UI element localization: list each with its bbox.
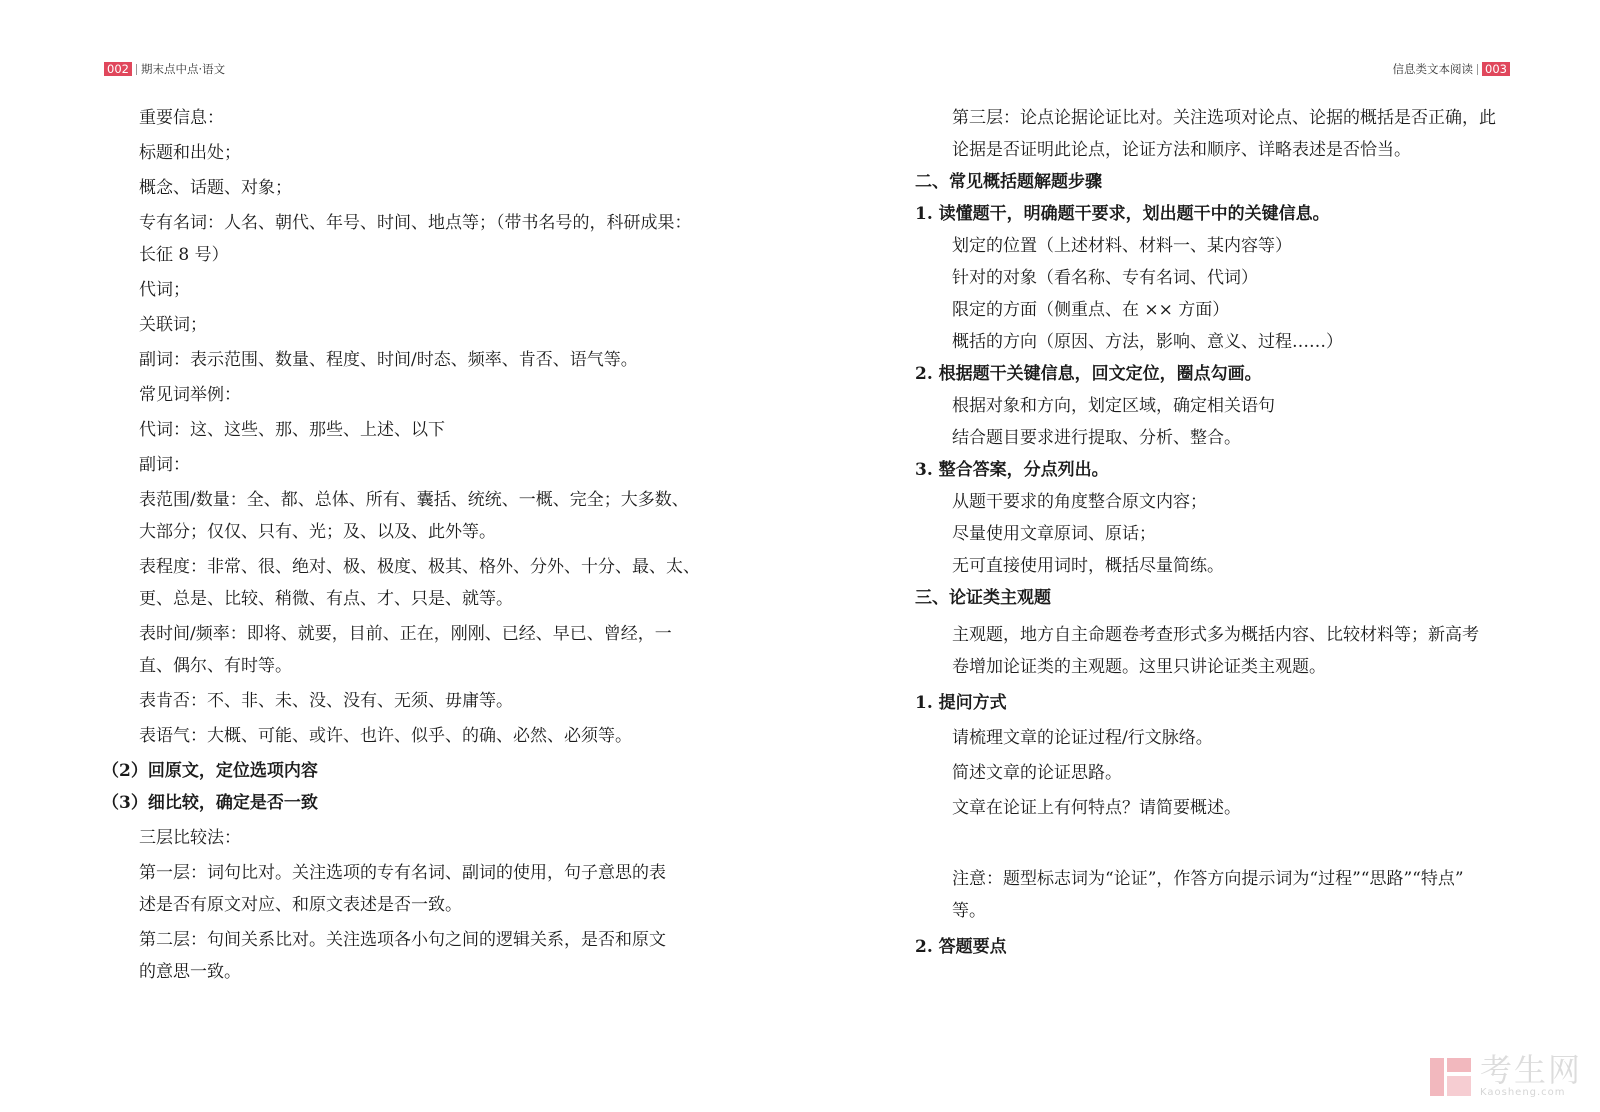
section-heading: （2）回原文，定位选项内容 xyxy=(102,761,318,781)
step-heading: 2. 答题要点 xyxy=(915,937,1007,957)
text-line: 大部分；仅仅、只有、光；及、以及、此外等。 xyxy=(139,522,496,542)
text-line: 表程度：非常、很、绝对、极、极度、极其、格外、分外、十分、最、太、 xyxy=(139,557,700,577)
left-page-title: 期末点中点·语文 xyxy=(140,62,226,76)
text-line: 副词： xyxy=(139,455,190,475)
text-line: 概念、话题、对象； xyxy=(139,178,292,198)
text-line: 表时间/频率：即将、就要，目前、正在，刚刚、已经、早已、曾经，一 xyxy=(139,624,672,644)
text-line: 卷增加论证类的主观题。这里只讲论证类主观题。 xyxy=(952,657,1326,677)
section-heading: 三、论证类主观题 xyxy=(915,588,1051,608)
watermark xyxy=(1430,1053,1582,1098)
text-line: 无可直接使用词时，概括尽量简练。 xyxy=(952,556,1224,576)
text-line: 等。 xyxy=(952,901,986,921)
text-line: 文章在论证上有何特点？请简要概述。 xyxy=(952,798,1241,818)
text-line: 直、偶尔、有时等。 xyxy=(139,656,292,676)
section-heading: （3）细比较，确定是否一致 xyxy=(102,793,318,813)
text-line: 常见词举例： xyxy=(139,385,241,405)
text-line: 第一层：词句比对。关注选项的专有名词、副词的使用，句子意思的表 xyxy=(139,863,666,883)
text-line: 尽量使用文章原词、原话； xyxy=(952,524,1156,544)
text-line: 专有名词：人名、朝代、年号、时间、地点等；（带书名号的，科研成果： xyxy=(139,213,692,233)
header-divider xyxy=(136,64,137,75)
text-line: 表肯否：不、非、未、没、没有、无须、毋庸等。 xyxy=(139,691,513,711)
text-line: 论据是否证明此论点，论证方法和顺序、详略表述是否恰当。 xyxy=(952,140,1411,160)
text-line: 的意思一致。 xyxy=(139,962,241,982)
text-line: 标题和出处； xyxy=(139,143,241,163)
text-line: 述是否有原文对应、和原文表述是否一致。 xyxy=(139,895,462,915)
text-line: 注意：题型标志词为“论证”，作答方向提示词为“过程”“思路”“特点” xyxy=(952,869,1464,889)
text-line: 请梳理文章的论证过程/行文脉络。 xyxy=(952,728,1213,748)
watermark-text: 考生网 xyxy=(1479,1051,1582,1089)
text-line: 主观题，地方自主命题卷考查形式多为概括内容、比较材料等；新高考 xyxy=(952,625,1479,645)
text-line: 长征 8 号） xyxy=(139,245,229,265)
text-line: 代词：这、这些、那、那些、上述、以下 xyxy=(139,420,445,440)
text-line: 根据对象和方向，划定区域，确定相关语句 xyxy=(952,396,1275,416)
text-line: 结合题目要求进行提取、分析、整合。 xyxy=(952,428,1241,448)
step-heading: 3. 整合答案，分点列出。 xyxy=(915,460,1109,480)
header-divider xyxy=(1477,64,1478,75)
text-line: 概括的方向（原因、方法，影响、意义、过程……） xyxy=(952,332,1343,352)
left-page-body xyxy=(102,102,702,988)
right-page-body xyxy=(915,102,1515,963)
text-line: 更、总是、比较、稍微、有点、才、只是、就等。 xyxy=(139,589,513,609)
text-line: 针对的对象（看名称、专有名词、代词） xyxy=(952,268,1258,288)
text-line: 划定的位置（上述材料、材料一、某内容等） xyxy=(952,236,1292,256)
text-line: 从题干要求的角度整合原文内容； xyxy=(952,492,1207,512)
text-line: 表语气：大概、可能、或许、也许、似乎、的确、必然、必须等。 xyxy=(139,726,632,746)
text-line: 三层比较法： xyxy=(139,828,241,848)
text-line: 表范围/数量：全、都、总体、所有、囊括、统统、一概、完全；大多数、 xyxy=(139,490,689,510)
right-page-number: 003 xyxy=(1482,62,1510,76)
text-line: 第三层：论点论据论证比对。关注选项对论点、论据的概括是否正确，此 xyxy=(952,108,1496,128)
text-line: 代词； xyxy=(139,280,190,300)
step-heading: 1. 读懂题干，明确题干要求，划出题干中的关键信息。 xyxy=(915,204,1330,224)
text-line: 关联词； xyxy=(139,315,207,335)
left-page-header xyxy=(104,61,225,77)
watermark-logo-icon xyxy=(1430,1054,1474,1098)
text-line: 限定的方面（侧重点、在 ×× 方面） xyxy=(952,300,1230,320)
section-heading: 二、常见概括题解题步骤 xyxy=(915,172,1102,192)
right-page-title: 信息类文本阅读 xyxy=(1392,62,1474,76)
left-page-number: 002 xyxy=(104,62,132,76)
right-page-header xyxy=(1393,61,1510,77)
watermark-url: Kaosheng.com xyxy=(1479,1087,1566,1098)
text-line: 简述文章的论证思路。 xyxy=(952,763,1122,783)
text-line: 副词：表示范围、数量、程度、时间/时态、频率、肯否、语气等。 xyxy=(139,350,638,370)
text-line: 第二层：句间关系比对。关注选项各小句之间的逻辑关系，是否和原文 xyxy=(139,930,666,950)
step-heading: 1. 提问方式 xyxy=(915,693,1007,713)
text-line: 重要信息： xyxy=(139,108,224,128)
step-heading: 2. 根据题干关键信息，回文定位，圈点勾画。 xyxy=(915,364,1262,384)
